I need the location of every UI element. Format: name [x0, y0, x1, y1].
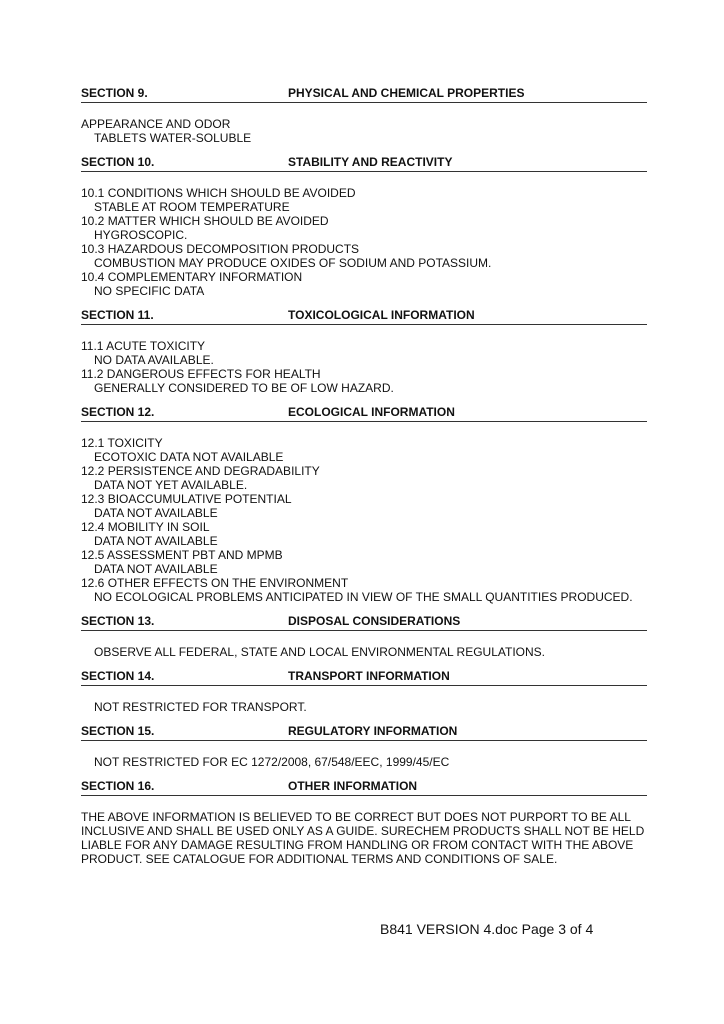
- section: [81, 669, 647, 714]
- section-line: APPEARANCE AND ODOR: [81, 117, 231, 131]
- section-line: NO ECOLOGICAL PROBLEMS ANTICIPATED IN VIEW OF THE SMALL QUANTITIES PRODUCED.: [94, 590, 633, 604]
- section-paragraph: THE ABOVE INFORMATION IS BELIEVED TO BE CORRECT BUT DOES NOT PURPORT TO BE ALL INCLUSIVE AND SHALL BE USED ONLY AS A GUIDE. SURECHEM PRODUCTS SHALL NOT BE HELD LIABLE FOR ANY DAMAGE RESULTING FROM HANDLING OR FROM CONTACT WITH THE ABOVE PRODUCT. SEE CATALOGUE FOR ADDITIONAL TERMS AND CONDITIONS OF SALE.: [81, 810, 645, 866]
- section-line: 12.4 MOBILITY IN SOIL: [81, 520, 210, 534]
- section-heading: [81, 86, 647, 103]
- section-line: 11.2 DANGEROUS EFFECTS FOR HEALTH: [81, 367, 321, 381]
- section-body: [81, 645, 647, 659]
- document-page: [81, 86, 647, 876]
- section-body: [81, 117, 647, 145]
- section-heading: [81, 669, 647, 686]
- section-number: SECTION 9.: [81, 86, 148, 100]
- section-line: GENERALLY CONSIDERED TO BE OF LOW HAZARD.: [94, 381, 394, 395]
- section-number: SECTION 14.: [81, 669, 155, 683]
- section-line: ECOTOXIC DATA NOT AVAILABLE: [94, 450, 284, 464]
- section-title: PHYSICAL AND CHEMICAL PROPERTIES: [288, 86, 525, 100]
- section-heading: [81, 308, 647, 325]
- section-number: SECTION 12.: [81, 405, 155, 419]
- section-number: SECTION 16.: [81, 779, 155, 793]
- section-line: DATA NOT AVAILABLE: [94, 562, 218, 576]
- section-line: 12.2 PERSISTENCE AND DEGRADABILITY: [81, 464, 320, 478]
- section-heading: [81, 724, 647, 741]
- section-line: NO DATA AVAILABLE.: [94, 353, 214, 367]
- section-title: ECOLOGICAL INFORMATION: [288, 405, 455, 419]
- section-body: [81, 810, 647, 866]
- section-body: [81, 339, 647, 395]
- section-title: TOXICOLOGICAL INFORMATION: [288, 308, 475, 322]
- section-number: SECTION 10.: [81, 155, 155, 169]
- section: [81, 86, 647, 145]
- section-body: [81, 186, 647, 298]
- section-title: DISPOSAL CONSIDERATIONS: [288, 614, 461, 628]
- section-line: DATA NOT AVAILABLE: [94, 534, 218, 548]
- section: [81, 155, 647, 298]
- page-footer: B841 VERSION 4.doc Page 3 of 4: [380, 921, 594, 937]
- section-line: 12.1 TOXICITY: [81, 436, 163, 450]
- section-heading: [81, 155, 647, 172]
- section-line: NO SPECIFIC DATA: [94, 284, 205, 298]
- section-body: [81, 436, 647, 604]
- section-line: NOT RESTRICTED FOR EC 1272/2008, 67/548/EEC, 1999/45/EC: [94, 755, 450, 769]
- section-body: [81, 700, 647, 714]
- section-number: SECTION 11.: [81, 308, 154, 322]
- section: [81, 779, 647, 866]
- section-heading: [81, 405, 647, 422]
- section-line: STABLE AT ROOM TEMPERATURE: [94, 200, 290, 214]
- section-line: DATA NOT AVAILABLE: [94, 506, 218, 520]
- section-line: 10.4 COMPLEMENTARY INFORMATION: [81, 270, 303, 284]
- section: [81, 724, 647, 769]
- section-line: 10.1 CONDITIONS WHICH SHOULD BE AVOIDED: [81, 186, 356, 200]
- section: [81, 614, 647, 659]
- section-line: 12.3 BIOACCUMULATIVE POTENTIAL: [81, 492, 292, 506]
- section-line: 12.6 OTHER EFFECTS ON THE ENVIRONMENT: [81, 576, 349, 590]
- section-line: DATA NOT YET AVAILABLE.: [94, 478, 248, 492]
- section-line: 12.5 ASSESSMENT PBT AND MPMB: [81, 548, 283, 562]
- section-line: NOT RESTRICTED FOR TRANSPORT.: [94, 700, 307, 714]
- section-line: 11.1 ACUTE TOXICITY: [81, 339, 206, 353]
- section-title: REGULATORY INFORMATION: [288, 724, 458, 738]
- section-heading: [81, 779, 647, 796]
- sections-container: [81, 86, 647, 866]
- section-number: SECTION 13.: [81, 614, 155, 628]
- section-line: 10.2 MATTER WHICH SHOULD BE AVOIDED: [81, 214, 329, 228]
- section-line: OBSERVE ALL FEDERAL, STATE AND LOCAL ENVIRONMENTAL REGULATIONS.: [94, 645, 546, 659]
- section-title: OTHER INFORMATION: [288, 779, 418, 793]
- section: [81, 308, 647, 395]
- section-number: SECTION 15.: [81, 724, 155, 738]
- section-body: [81, 755, 647, 769]
- section-title: TRANSPORT INFORMATION: [288, 669, 450, 683]
- section-line: 10.3 HAZARDOUS DECOMPOSITION PRODUCTS: [81, 242, 360, 256]
- section-title: STABILITY AND REACTIVITY: [288, 155, 453, 169]
- section-line: TABLETS WATER-SOLUBLE: [94, 131, 252, 145]
- section-heading: [81, 614, 647, 631]
- section-line: COMBUSTION MAY PRODUCE OXIDES OF SODIUM AND POTASSIUM.: [94, 256, 492, 270]
- section: [81, 405, 647, 604]
- section-line: HYGROSCOPIC.: [94, 228, 188, 242]
